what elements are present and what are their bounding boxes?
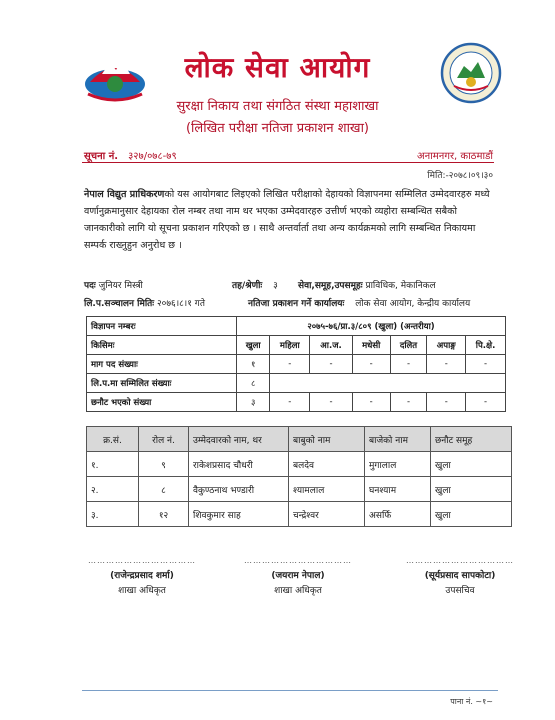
level-value: ३ <box>273 281 278 291</box>
header-divider <box>82 162 494 163</box>
cell-group: खुला <box>431 502 512 527</box>
type-label: किसिमः <box>87 336 237 355</box>
selected-cell: - <box>310 393 352 412</box>
service-info <box>298 278 436 291</box>
demand-cell: - <box>310 355 352 374</box>
col-madhesi: मधेसी <box>352 336 390 355</box>
office-label: नतिजा प्रकाशन गर्ने कार्यालयः <box>248 299 345 309</box>
signatory-name: (सूर्यप्रसाद सापकोटा) <box>424 571 496 581</box>
cell-name: शिवकुमार साह <box>189 502 289 527</box>
col-disabled: अपाङ्ग <box>427 336 466 355</box>
examined-empty <box>270 374 506 393</box>
selected-row <box>87 393 506 412</box>
exam-date-label: लि.प.सञ्चालन मितिः <box>84 299 155 309</box>
selected-cell: - <box>466 393 506 412</box>
exam-date-value: २०७६।८।१ गते <box>157 299 205 309</box>
header-grandfather: बाजेको नाम <box>365 427 431 452</box>
organization-name: नेपाल विद्युत प्राधिकरण <box>84 189 165 200</box>
selected-cell: - <box>352 393 390 412</box>
demand-cell: - <box>390 355 427 374</box>
cell-group: खुला <box>431 477 512 502</box>
level-label: तह/श्रेणीः <box>232 281 263 291</box>
signature-line: ……………………………… <box>88 556 196 565</box>
signature-block <box>82 556 202 596</box>
advertisement-table <box>86 316 506 412</box>
results-table <box>86 426 512 527</box>
notice-body-text: को यस आयोगबाट लिइएको लिखित परीक्षाको देहायको विज्ञापनमा सम्मिलित उम्मेदवारहरु मध्ये वर्णानुक्रमानुसार देहायका रोल नम्बर तथा नाम थर भएका उम्मेदवारहरु उत्तीर्ण भएको व्यहोरा सम्बन्धित सबैको जानकारीको लागि यो सूचना प्रकाशन गरिएको छ । साथै अन्तर्वार्ता तथा अन्य कार्यक्रमको लागि सम्बन्धित निकायमा सम्पर्क राख्नुहुन अनुरोध छ । <box>84 189 490 251</box>
cell-name: राकेशप्रसाद चौधरी <box>189 452 289 477</box>
examined-label: लि.प.मा सम्मिलित संख्याः <box>87 374 237 393</box>
footer-divider <box>82 690 498 691</box>
ad-number-row <box>87 317 506 336</box>
cell-roll: १२ <box>139 502 189 527</box>
header-father: बाबुको नाम <box>289 427 365 452</box>
signatory-post: शाखा अधिकृत <box>274 586 322 596</box>
post-info <box>84 278 143 291</box>
col-backward: पि.क्षे. <box>466 336 506 355</box>
post-label: पदः <box>84 281 96 291</box>
notice-date: मिति:-२०७८।०९।३० <box>427 171 493 181</box>
selected-cell: - <box>427 393 466 412</box>
page-title: लोक सेवा आयोग <box>184 51 371 84</box>
service-label: सेवा,समूह,उपसमूहः <box>298 281 363 291</box>
exam-date-info <box>84 296 205 309</box>
cell-roll: ९ <box>139 452 189 477</box>
cell-father: श्यामलाल <box>289 477 365 502</box>
ad-number-label: विज्ञापन नम्बरः <box>87 317 237 336</box>
cell-father: चन्द्रेश्वर <box>289 502 365 527</box>
cell-grandfather: मुगालाल <box>365 452 431 477</box>
notice-paragraph <box>84 186 496 254</box>
examined-row <box>87 374 506 393</box>
demand-cell: - <box>270 355 310 374</box>
division-subtitle: सुरक्षा निकाय तथा संगठित संस्था महाशाखा <box>176 99 379 114</box>
signature-block <box>238 556 358 596</box>
notice-number-value: ३२७/०७८-७९ <box>128 151 177 162</box>
notice-label: सूचना नं. <box>84 151 119 162</box>
header-serial: क्र.सं. <box>87 427 139 452</box>
header-roll: रोल नं. <box>139 427 189 452</box>
office-info <box>248 296 470 309</box>
type-row <box>87 336 506 355</box>
signatory-post: शाखा अधिकृत <box>118 586 166 596</box>
results-header-row <box>87 427 512 452</box>
signatory-name: (जयराम नेपाल) <box>271 571 325 581</box>
demand-cell: - <box>352 355 390 374</box>
cell-serial: ३. <box>87 502 139 527</box>
selected-cell: - <box>270 393 310 412</box>
office-location: अनामनगर, काठमाडौं <box>417 151 493 162</box>
cell-serial: २. <box>87 477 139 502</box>
post-value: जुनियर मिस्त्री <box>98 281 143 291</box>
col-dalit: दलित <box>390 336 427 355</box>
demand-cell: - <box>466 355 506 374</box>
selected-cell: - <box>390 393 427 412</box>
signatory-name: (राजेन्द्रप्रसाद शर्मा) <box>110 571 174 581</box>
selected-label: छनौट भएको संख्या <box>87 393 237 412</box>
cell-name: वैकुण्ठनाथ भण्डारी <box>189 477 289 502</box>
level-info <box>232 278 278 291</box>
demand-label: माग पद संख्याः <box>87 355 237 374</box>
page-number: पाना नं. ~१~ <box>450 697 493 706</box>
cell-father: बलदेव <box>289 452 365 477</box>
signature-line: ……………………………… <box>244 556 352 565</box>
cell-grandfather: असर्फि <box>365 502 431 527</box>
signature-block <box>400 556 520 596</box>
cell-roll: ८ <box>139 477 189 502</box>
signature-line: ……………………………… <box>406 556 514 565</box>
office-value: लोक सेवा आयोग, केन्द्रीय कार्यालय <box>355 299 471 309</box>
table-row <box>87 452 512 477</box>
cell-serial: १. <box>87 452 139 477</box>
table-row <box>87 477 512 502</box>
signatory-post: उपसचिव <box>445 586 475 596</box>
table-row <box>87 502 512 527</box>
cell-grandfather: घनश्याम <box>365 477 431 502</box>
col-open: खुला <box>237 336 270 355</box>
examined-value: ८ <box>237 374 270 393</box>
section-subtitle: (लिखित परीक्षा नतिजा प्रकाशन शाखा) <box>185 121 370 136</box>
demand-cell: १ <box>237 355 270 374</box>
selected-cell: ३ <box>237 393 270 412</box>
ad-number-value: २०७५-७६/प्रा.३/८०९ (खुला) (अन्तरीया) <box>237 317 506 336</box>
demand-cell: - <box>427 355 466 374</box>
notice-number <box>84 148 177 162</box>
demand-row <box>87 355 506 374</box>
header-group: छनौट समूह <box>431 427 512 452</box>
col-women: महिला <box>270 336 310 355</box>
col-janajati: आ.ज. <box>310 336 352 355</box>
cell-group: खुला <box>431 452 512 477</box>
service-value: प्राविधिक, मेकानिकल <box>365 281 436 291</box>
header-name: उम्मेदवारको नाम, थर <box>189 427 289 452</box>
